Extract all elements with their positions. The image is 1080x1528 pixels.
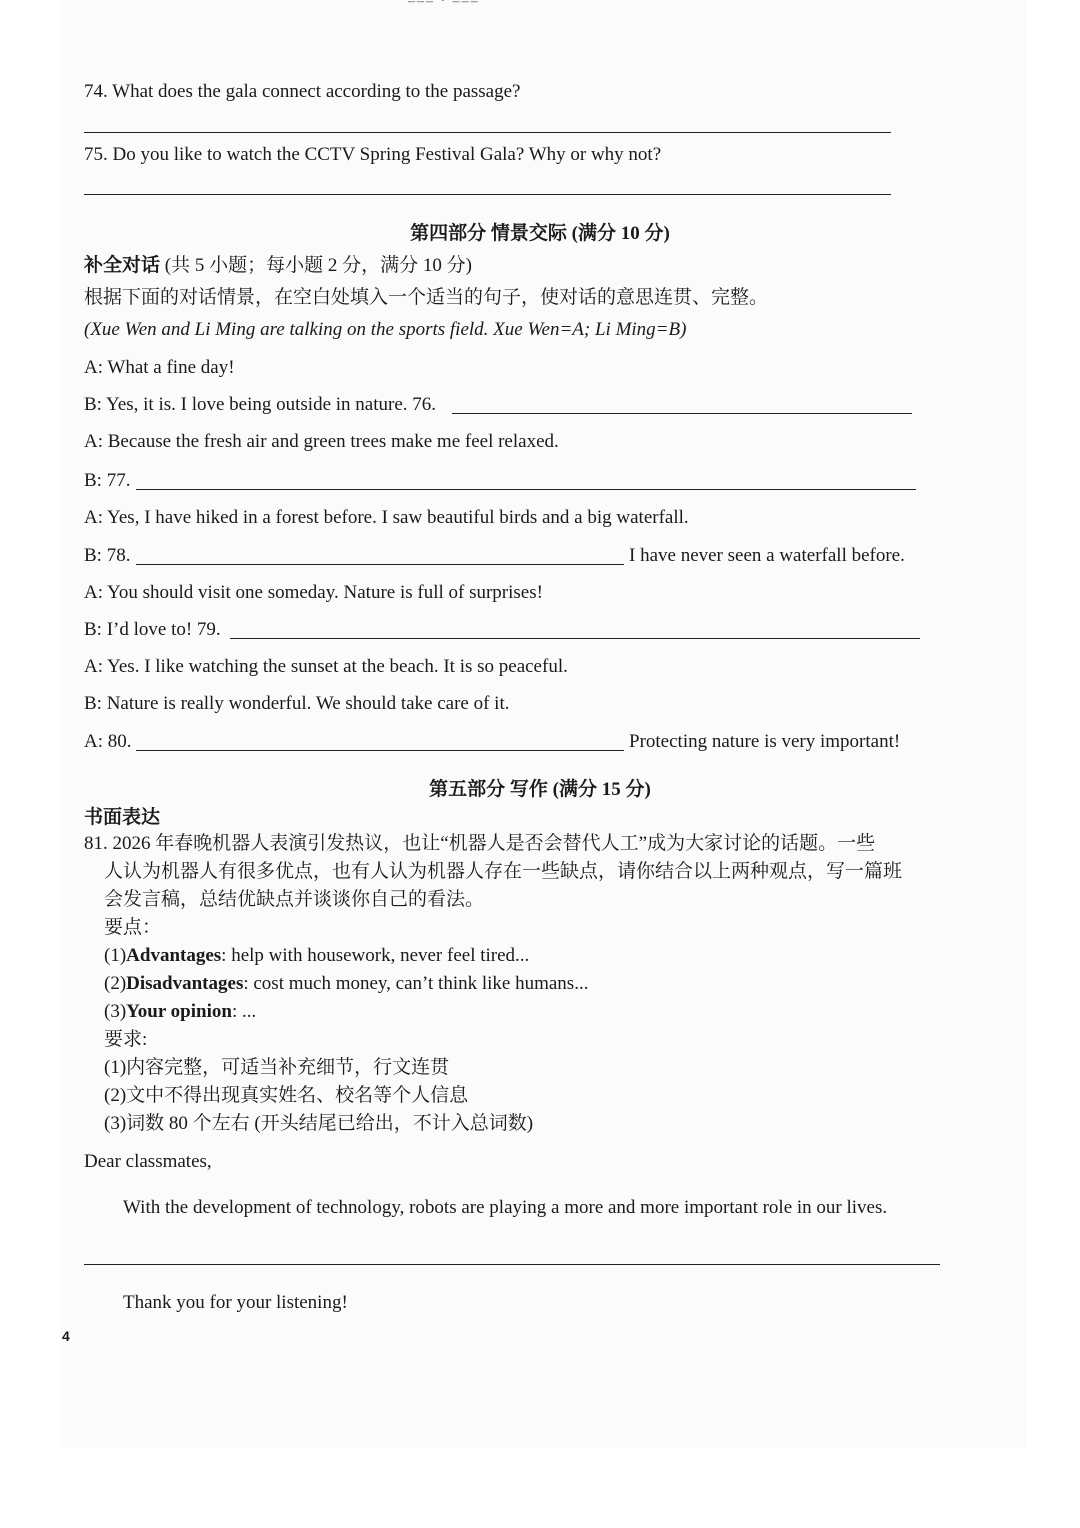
dialog-line-1: A: What a fine day! bbox=[84, 357, 235, 378]
key-points-label: 要点： bbox=[104, 917, 162, 938]
point-disadvantages bbox=[104, 974, 588, 993]
letter-greeting: Dear classmates, bbox=[84, 1151, 212, 1172]
part4-subtitle bbox=[84, 256, 472, 275]
writing-answer-line[interactable] bbox=[84, 1264, 940, 1265]
dialog-line-7: A: You should visit one someday. Nature is full of surprises! bbox=[84, 582, 543, 603]
dialog-line-5: A: Yes, I have hiked in a forest before. I saw beautiful birds and a big waterfall. bbox=[84, 507, 689, 528]
point-3-label: Your opinion bbox=[126, 1001, 232, 1022]
writing-prompt-line-2: 人认为机器人有很多优点，也有人认为机器人存在一些缺点，请你结合以上两种观点，写一篇班 bbox=[104, 861, 903, 882]
requirement-2: (2)文中不得出现真实姓名、校名等个人信息 bbox=[104, 1085, 469, 1106]
answer-line-80[interactable] bbox=[136, 750, 624, 751]
point-opinion bbox=[104, 1002, 256, 1021]
point-1-text: : help with housework, never feel tired... bbox=[221, 945, 530, 966]
part5-title: 第五部分 写作 (满分 15 分) bbox=[429, 779, 651, 800]
requirement-3: (3)词数 80 个左右 (开头结尾已给出，不计入总词数) bbox=[104, 1113, 534, 1134]
point-1-number: (1) bbox=[104, 945, 127, 966]
dialog-line-2: B: Yes, it is. I love being outside in nature. 76. bbox=[84, 394, 437, 415]
dialog-line-4: B: 77. bbox=[84, 470, 131, 491]
point-1-label: Advantages bbox=[126, 945, 222, 966]
point-2-label: Disadvantages bbox=[126, 973, 244, 994]
dialog-line-9: A: Yes. I like watching the sunset at the beach. It is so peaceful. bbox=[84, 656, 568, 677]
cropped-header-mark: ––– · ‒‒– bbox=[408, 0, 480, 9]
part4-title: 第四部分 情景交际 (满分 10 分) bbox=[410, 223, 670, 244]
dialog-line-11b: Protecting nature is very important! bbox=[629, 731, 901, 752]
requirements-label: 要求: bbox=[104, 1029, 148, 1050]
question-75: 75. Do you like to watch the CCTV Spring Festival Gala? Why or why not? bbox=[84, 144, 662, 165]
point-2-text: : cost much money, can’t think like humans... bbox=[243, 973, 589, 994]
answer-line-76[interactable] bbox=[452, 413, 912, 414]
answer-line-78[interactable] bbox=[136, 564, 624, 565]
dialog-line-8: B: I’d love to! 79. bbox=[84, 619, 221, 640]
point-3-text: : ... bbox=[231, 1001, 257, 1022]
letter-closing: Thank you for your listening! bbox=[123, 1292, 348, 1313]
dialog-line-6b: I have never seen a waterfall before. bbox=[629, 545, 905, 566]
question-74: 74. What does the gala connect according to the passage? bbox=[84, 81, 521, 102]
dialog-line-3: A: Because the fresh air and green trees make me feel relaxed. bbox=[84, 431, 559, 452]
point-advantages bbox=[104, 946, 529, 965]
answer-line-77[interactable] bbox=[136, 489, 916, 490]
answer-line-74[interactable] bbox=[84, 132, 891, 133]
writing-prompt-line-1: 81. 2026 年春晚机器人表演引发热议，也让“机器人是否会替代人工”成为大家讨论的话题。一些 bbox=[84, 833, 876, 854]
letter-opening: With the development of technology, robots are playing a more and more important role in our lives. bbox=[123, 1197, 888, 1218]
point-3-number: (3) bbox=[104, 1001, 127, 1022]
answer-line-75[interactable] bbox=[84, 194, 891, 195]
dialog-line-11a: A: 80. bbox=[84, 731, 132, 752]
part4-context: (Xue Wen and Li Ming are talking on the sports field. Xue Wen=A; Li Ming=B) bbox=[84, 319, 687, 340]
dialog-line-10: B: Nature is really wonderful. We should take care of it. bbox=[84, 693, 510, 714]
part4-instructions: 根据下面的对话情景，在空白处填入一个适当的句子，使对话的意思连贯、完整。 bbox=[84, 287, 769, 308]
part4-subtitle-rest: (共 5 小题；每小题 2 分，满分 10 分) bbox=[160, 255, 472, 276]
writing-prompt-line-3: 会发言稿，总结优缺点并谈谈你自己的看法。 bbox=[104, 889, 485, 910]
page-number: 4 bbox=[62, 1328, 70, 1344]
part4-subtitle-bold: 补全对话 bbox=[84, 255, 161, 276]
answer-line-79[interactable] bbox=[230, 638, 920, 639]
point-2-number: (2) bbox=[104, 973, 127, 994]
dialog-line-6a: B: 78. bbox=[84, 545, 131, 566]
part5-subtitle: 书面表达 bbox=[84, 807, 161, 828]
exam-page bbox=[60, 0, 1025, 1448]
requirement-1: (1)内容完整，可适当补充细节，行文连贯 bbox=[104, 1057, 450, 1078]
